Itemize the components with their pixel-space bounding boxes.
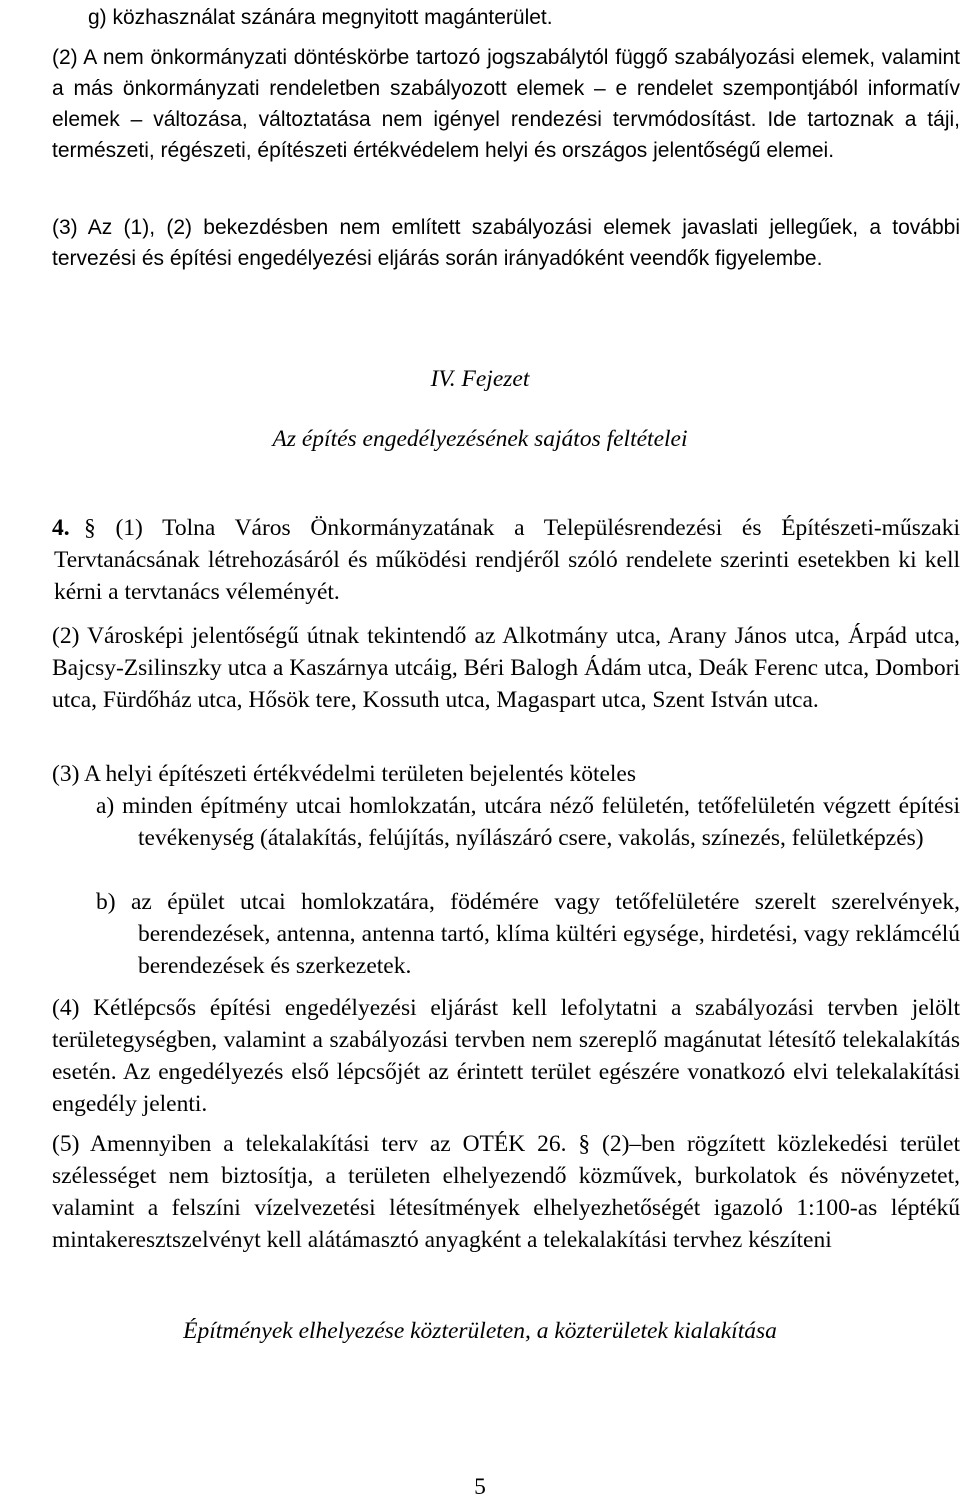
sub-heading: Építmények elhelyezése közterületen, a közterületek kialakítása <box>183 1318 777 1344</box>
list-item-g: g) közhasználat szánára megnyitott magánterület. <box>88 6 553 29</box>
paragraph-2-informative: (2) A nem önkormányzati döntéskörbe tartozó jogszabálytól függő szabályozási elemek, valamint a más önkormányzati rendeletben szabályozott elemek – e rendelet szempontjából informatív elemek – változása, változtatása nem igényel rendezési tervmódosítást. Ide tartoznak a táji, természeti, régészeti, építészeti értékvédelem helyi és országos jelentőségű elemei. <box>52 46 960 162</box>
section-4-paragraph-1: § (1) Tolna Város Önkormányzatának a Településrendezési és Építészeti-műszaki Tervtanácsának létrehozásáról és működési rendjéről szóló rendelete szerinti esetekben ki kell kérni a tervtanács véleményét. <box>54 515 960 605</box>
chapter-heading: IV. Fejezet <box>430 366 530 392</box>
section-number: 4. <box>52 515 70 541</box>
list-item-a: a) minden építmény utcai homlokzatán, utcára néző felületén, tetőfelületén végzett építési tevékenység (átalakítás, felújítás, nyílászáró csere, vakolás, színezés, felületképzés) <box>96 793 960 851</box>
paragraph-3-proposal: (3) Az (1), (2) bekezdésben nem említett szabályozási elemek javaslati jellegűek, a további tervezési és építési engedélyezési eljárás során irányadóként veendők figyelembe. <box>52 216 960 270</box>
section-4-paragraph-4: (4) Kétlépcsős építési engedélyezési eljárást kell lefolytatni a szabályozási tervben jelölt területegységben, valamint a szabályozási tervben nem szereplő magánutat létesítő telekalakítás esetén. Az engedélyezés első lépcsőjét az érintett terület egészére vonatkozó elvi telekalakítási engedély jelenti. <box>52 995 960 1117</box>
section-4-paragraph-5: (5) Amennyiben a telekalakítási terv az OTÉK 26. § (2)–ben rögzített közlekedési terület szélességet nem biztosítja, a területen elhelyezendő közművek, burkolatok és növényzetet, valamint a felszíni vízelvezetési létesítmények elhelyezhetőségét igazoló 1:100-as léptékű mintakeresztszelvényt kell alátámasztó anyagként a telekalakítási tervhez készíteni <box>52 1131 960 1253</box>
chapter-title: Az építés engedélyezésének sajátos feltételei <box>272 426 688 452</box>
section-4-paragraph-3: (3) A helyi építészeti értékvédelmi területen bejelentés köteles <box>52 761 637 787</box>
list-item-b: b) az épület utcai homlokzatára, födémére vagy tetőfelületére szerelt szerelvények, berendezések, antenna, antenna tartó, klíma kültéri egysége, hirdetési, vagy reklámcélú berendezések és szerkezetek. <box>96 889 960 979</box>
page-number: 5 <box>474 1474 486 1500</box>
section-4-paragraph-2: (2) Városképi jelentőségű útnak tekintendő az Alkotmány utca, Arany János utca, Árpád utca, Bajcsy-Zsilinszky utca a Kaszárnya utcáig, Béri Balogh Ádám utca, Deák Ferenc utca, Dombori utca, Fürdőház utca, Hősök tere, Kossuth utca, Magaspart utca, Szent István utca. <box>52 623 960 713</box>
